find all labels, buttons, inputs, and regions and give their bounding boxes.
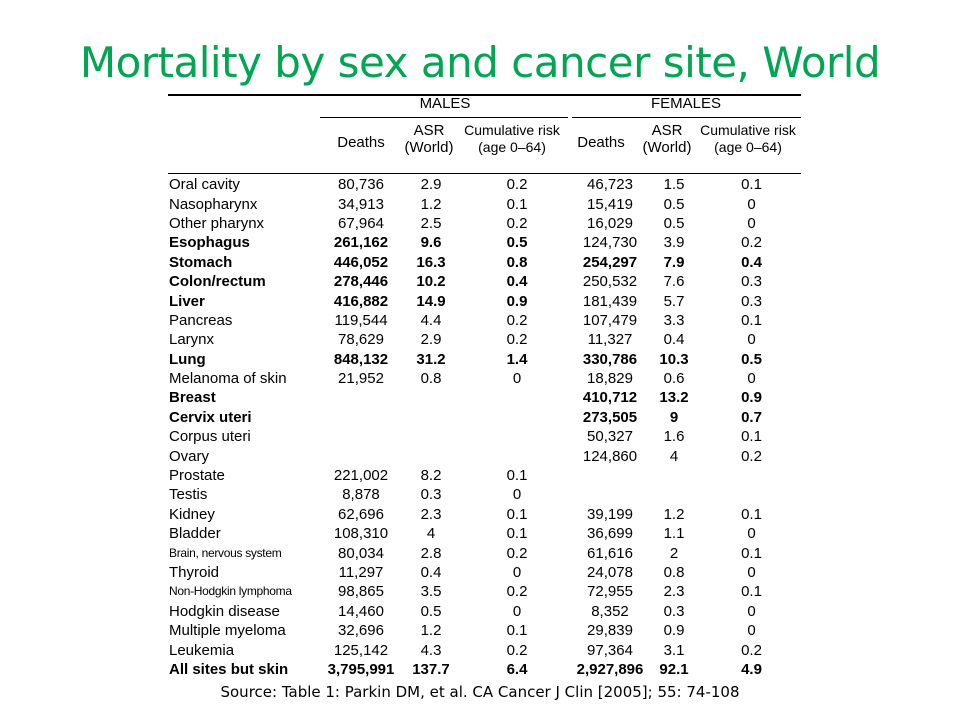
m-cum-cell: 0.1 <box>506 467 528 485</box>
f-deaths-cell: 39,199 <box>587 505 633 523</box>
m-deaths-cell: 8,878 <box>342 486 380 504</box>
f-cum-cell: 0 <box>747 370 756 388</box>
table-row <box>168 233 801 252</box>
males-group-header: MALES <box>419 95 471 112</box>
m-cum-cell: 0.1 <box>506 622 528 640</box>
f-asr-cell: 3.3 <box>663 311 685 329</box>
males-asr-header: ASR (World) <box>404 122 454 156</box>
f-cum-cell: 0 <box>747 602 756 620</box>
table-row <box>168 272 801 291</box>
f-cum-cell: 0.4 <box>741 253 762 271</box>
f-cum-cell: 0.1 <box>741 428 762 446</box>
f-deaths-cell: 181,439 <box>582 292 638 310</box>
m-deaths-cell: 221,002 <box>333 467 389 485</box>
m-deaths-cell: 80,736 <box>338 176 384 194</box>
table-row <box>168 640 801 659</box>
f-deaths-cell: 61,616 <box>587 544 633 562</box>
m-cum-cell: 0.2 <box>506 641 528 659</box>
f-asr-cell: 1.6 <box>663 428 685 446</box>
f-cum-cell: 0 <box>747 525 756 543</box>
females-cumrisk-header: Cumulative risk (age 0–64) <box>700 122 796 155</box>
m-cum-cell: 0 <box>512 602 522 620</box>
site-cell: Multiple myeloma <box>169 622 286 640</box>
site-cell: Breast <box>169 389 216 407</box>
f-deaths-cell: 15,419 <box>587 195 633 213</box>
m-deaths-cell: 261,162 <box>333 234 389 252</box>
m-cum-cell: 0.2 <box>506 311 528 329</box>
table-row <box>168 369 801 388</box>
m-asr-cell: 2.3 <box>420 505 442 523</box>
m-asr-cell <box>402 427 460 446</box>
site-cell: Liver <box>169 292 205 310</box>
site-cell: Hodgkin disease <box>169 602 280 620</box>
f-deaths-cell: 16,029 <box>587 214 633 232</box>
m-cum-cell: 0.2 <box>506 214 528 232</box>
m-asr-cell: 0.5 <box>420 602 442 620</box>
f-cum-cell: 0.1 <box>741 505 762 523</box>
table-row <box>168 582 801 601</box>
f-asr-cell: 0.8 <box>663 564 685 581</box>
m-deaths-cell: 125,142 <box>333 641 389 659</box>
m-deaths-cell: 119,544 <box>334 311 388 329</box>
f-asr-cell: 92.1 <box>659 660 689 678</box>
f-deaths-cell: 2,927,896 <box>576 660 644 678</box>
f-deaths-cell: 410,712 <box>582 389 638 407</box>
m-cum-cell <box>460 408 574 427</box>
f-deaths-cell: 107,479 <box>582 311 638 329</box>
m-deaths-cell <box>320 388 402 407</box>
site-cell: Stomach <box>169 253 233 271</box>
f-cum-cell: 0.3 <box>741 292 762 310</box>
females-deaths-header: Deaths <box>577 134 625 151</box>
f-asr-cell: 0.5 <box>663 195 685 213</box>
site-cell: Prostate <box>169 467 225 485</box>
m-deaths-cell: 3,795,991 <box>327 660 395 678</box>
f-cum-cell: 0.1 <box>741 544 762 562</box>
table-row <box>168 194 801 213</box>
page-title: Mortality by sex and cancer site, World <box>79 38 881 87</box>
m-asr-cell: 0.8 <box>420 370 442 388</box>
f-cum-cell <box>702 485 801 504</box>
f-deaths-cell: 46,723 <box>587 176 633 194</box>
m-deaths-cell: 32,696 <box>338 622 384 640</box>
site-cell: Thyroid <box>169 564 220 581</box>
f-deaths-cell: 250,532 <box>582 273 638 291</box>
m-deaths-cell: 446,052 <box>333 253 389 271</box>
m-deaths-cell: 108,310 <box>333 525 389 543</box>
source-citation: Source: Table 1: Parkin DM, et al. CA Cancer J Clin [2005]; 55: 74-108 <box>220 683 740 701</box>
f-cum-cell: 4.9 <box>741 660 762 678</box>
m-cum-cell: 0.1 <box>506 505 528 523</box>
table-row <box>168 253 801 272</box>
m-asr-cell: 10.2 <box>416 273 446 291</box>
m-cum-cell <box>460 427 574 446</box>
f-asr-cell: 0.9 <box>663 622 685 640</box>
f-asr-cell: 7.9 <box>663 253 685 271</box>
m-cum-cell: 0.2 <box>506 544 528 562</box>
m-deaths-cell: 21,952 <box>338 370 384 388</box>
f-deaths-cell: 254,297 <box>582 253 638 271</box>
m-cum-cell: 0 <box>512 564 522 581</box>
m-cum-cell: 0.2 <box>506 331 528 349</box>
f-cum-cell: 0.2 <box>741 641 762 659</box>
mortality-table-body <box>168 175 801 679</box>
f-deaths-cell: 24,078 <box>587 564 633 581</box>
m-deaths-cell <box>320 427 402 446</box>
f-deaths-cell: 29,839 <box>587 622 633 640</box>
table-row <box>168 446 801 465</box>
f-cum-cell: 0.2 <box>741 447 762 465</box>
m-deaths-cell: 416,882 <box>333 292 389 310</box>
f-asr-cell: 7.6 <box>663 273 685 291</box>
m-deaths-cell: 14,460 <box>338 602 384 620</box>
f-asr-cell: 0.6 <box>663 370 685 388</box>
table-row <box>168 408 801 427</box>
f-deaths-cell: 330,786 <box>582 350 638 368</box>
f-cum-cell: 0.3 <box>741 273 762 291</box>
f-asr-cell <box>646 485 702 504</box>
m-asr-cell: 4.3 <box>420 641 442 659</box>
m-asr-cell <box>402 388 460 407</box>
m-asr-cell <box>402 446 460 465</box>
m-cum-cell: 0.8 <box>506 253 528 271</box>
m-deaths-cell: 78,629 <box>338 331 384 349</box>
site-cell: Cervix uteri <box>169 408 252 426</box>
males-header-rule <box>320 117 568 118</box>
site-cell: Kidney <box>169 505 215 523</box>
females-header-rule <box>572 117 801 118</box>
m-asr-cell: 9.6 <box>420 234 442 252</box>
table-row <box>168 660 801 679</box>
m-asr-cell: 1.2 <box>420 195 442 213</box>
m-asr-cell: 0.4 <box>420 564 442 581</box>
table-row <box>168 388 801 407</box>
f-asr-cell: 0.5 <box>663 214 685 232</box>
f-deaths-cell <box>574 485 646 504</box>
table-row <box>168 505 801 524</box>
m-deaths-cell: 80,034 <box>338 544 384 562</box>
f-cum-cell <box>702 466 801 485</box>
mortality-table <box>168 175 801 679</box>
site-cell: Bladder <box>169 525 221 543</box>
m-deaths-cell: 278,446 <box>333 273 389 291</box>
f-deaths-cell: 124,860 <box>582 447 638 465</box>
table-row <box>168 621 801 640</box>
f-cum-cell: 0 <box>747 214 756 232</box>
f-asr-cell: 3.9 <box>663 234 685 252</box>
site-cell: Non-Hodgkin lymphoma <box>169 584 292 599</box>
m-asr-cell: 0.3 <box>420 486 442 504</box>
site-cell: Ovary <box>169 447 210 465</box>
f-cum-cell: 0.1 <box>741 583 762 601</box>
m-asr-cell: 2.5 <box>420 214 442 232</box>
site-cell: Leukemia <box>169 641 235 659</box>
m-deaths-cell: 98,865 <box>338 583 384 601</box>
m-cum-cell <box>460 388 574 407</box>
m-cum-cell: 6.4 <box>506 660 528 678</box>
m-asr-cell: 2.9 <box>420 176 442 194</box>
table-row <box>168 427 801 446</box>
f-deaths-cell: 124,730 <box>582 234 638 252</box>
f-deaths-cell: 273,505 <box>582 408 638 426</box>
site-cell: Other pharynx <box>169 214 265 232</box>
f-asr-cell: 2 <box>669 544 679 562</box>
f-deaths-cell <box>574 466 646 485</box>
m-deaths-cell <box>320 408 402 427</box>
f-asr-cell: 1.5 <box>663 176 685 194</box>
m-asr-cell: 137.7 <box>412 660 450 678</box>
table-row <box>168 485 801 504</box>
table-row <box>168 311 801 330</box>
table-row <box>168 214 801 233</box>
m-cum-cell: 0 <box>512 486 522 504</box>
site-cell: Larynx <box>169 331 215 349</box>
m-cum-cell: 0.5 <box>506 234 528 252</box>
m-asr-cell: 8.2 <box>420 467 442 485</box>
site-cell: Lung <box>169 350 206 368</box>
site-cell: All sites but skin <box>169 660 289 678</box>
f-deaths-cell: 97,364 <box>587 641 633 659</box>
m-deaths-cell: 848,132 <box>333 350 389 368</box>
table-row <box>168 466 801 485</box>
males-cumrisk-header: Cumulative risk (age 0–64) <box>464 122 560 155</box>
site-cell: Colon/rectum <box>169 273 266 291</box>
f-asr-cell: 13.2 <box>659 389 689 407</box>
males-deaths-header: Deaths <box>337 134 385 151</box>
site-cell: Testis <box>169 486 208 504</box>
f-asr-cell: 2.3 <box>663 583 685 601</box>
m-asr-cell: 2.9 <box>420 331 442 349</box>
f-cum-cell: 0.9 <box>741 389 762 407</box>
f-cum-cell: 0 <box>747 622 756 640</box>
site-cell: Oral cavity <box>169 176 240 194</box>
f-cum-cell: 0 <box>747 564 756 581</box>
m-cum-cell: 0.2 <box>506 176 528 194</box>
m-asr-cell: 4 <box>426 525 436 543</box>
f-deaths-cell: 50,327 <box>587 428 633 446</box>
table-row <box>168 330 801 349</box>
m-cum-cell: 0 <box>512 370 522 388</box>
m-deaths-cell <box>320 446 402 465</box>
table-row <box>168 291 801 310</box>
f-cum-cell: 0.7 <box>741 408 762 426</box>
m-asr-cell: 4.4 <box>420 311 442 329</box>
m-asr-cell: 3.5 <box>420 583 442 601</box>
table-row <box>168 543 801 562</box>
f-asr-cell: 10.3 <box>659 350 689 368</box>
f-cum-cell: 0.1 <box>741 311 762 329</box>
m-deaths-cell: 34,913 <box>338 195 384 213</box>
m-asr-cell: 1.2 <box>420 622 442 640</box>
f-cum-cell: 0.5 <box>741 350 762 368</box>
f-asr-cell: 9 <box>669 408 679 426</box>
f-deaths-cell: 72,955 <box>587 583 633 601</box>
females-asr-header: ASR (World) <box>642 122 692 156</box>
m-asr-cell: 14.9 <box>416 292 446 310</box>
f-deaths-cell: 8,352 <box>591 602 629 620</box>
f-deaths-cell: 18,829 <box>587 370 633 388</box>
f-cum-cell: 0 <box>747 195 756 213</box>
f-asr-cell <box>646 466 702 485</box>
table-row <box>168 563 801 582</box>
m-cum-cell: 1.4 <box>506 350 528 368</box>
m-cum-cell: 0.9 <box>506 292 528 310</box>
m-deaths-cell: 11,297 <box>338 564 384 581</box>
m-asr-cell: 2.8 <box>420 544 442 562</box>
f-cum-cell: 0 <box>747 331 756 349</box>
table-row <box>168 350 801 369</box>
site-cell: Pancreas <box>169 311 233 329</box>
table-row <box>168 524 801 543</box>
m-asr-cell: 31.2 <box>416 350 446 368</box>
females-group-header: FEMALES <box>650 95 722 112</box>
f-asr-cell: 5.7 <box>663 292 685 310</box>
f-asr-cell: 4 <box>669 447 679 465</box>
m-asr-cell <box>402 408 460 427</box>
f-deaths-cell: 36,699 <box>587 525 633 543</box>
m-cum-cell: 0.4 <box>506 273 528 291</box>
f-deaths-cell: 11,327 <box>587 331 633 349</box>
f-asr-cell: 0.3 <box>663 602 685 620</box>
site-cell: Brain, nervous system <box>169 545 282 560</box>
table-row <box>168 175 801 194</box>
site-cell: Esophagus <box>169 234 250 252</box>
site-cell: Corpus uteri <box>169 428 251 446</box>
m-deaths-cell: 62,696 <box>338 505 384 523</box>
f-asr-cell: 0.4 <box>663 331 685 349</box>
m-cum-cell: 0.2 <box>506 583 528 601</box>
m-cum-cell: 0.1 <box>506 525 528 543</box>
table-row <box>168 602 801 621</box>
site-cell: Melanoma of skin <box>169 370 287 388</box>
f-cum-cell: 0.2 <box>741 234 762 252</box>
m-asr-cell: 16.3 <box>416 253 446 271</box>
f-cum-cell: 0.1 <box>741 176 762 194</box>
m-cum-cell <box>460 446 574 465</box>
f-asr-cell: 3.1 <box>663 641 685 659</box>
f-asr-cell: 1.1 <box>663 525 685 543</box>
site-cell: Nasopharynx <box>169 195 258 213</box>
f-asr-cell: 1.2 <box>663 505 685 523</box>
m-cum-cell: 0.1 <box>506 195 528 213</box>
table-header-rule <box>168 173 801 174</box>
m-deaths-cell: 67,964 <box>338 214 384 232</box>
